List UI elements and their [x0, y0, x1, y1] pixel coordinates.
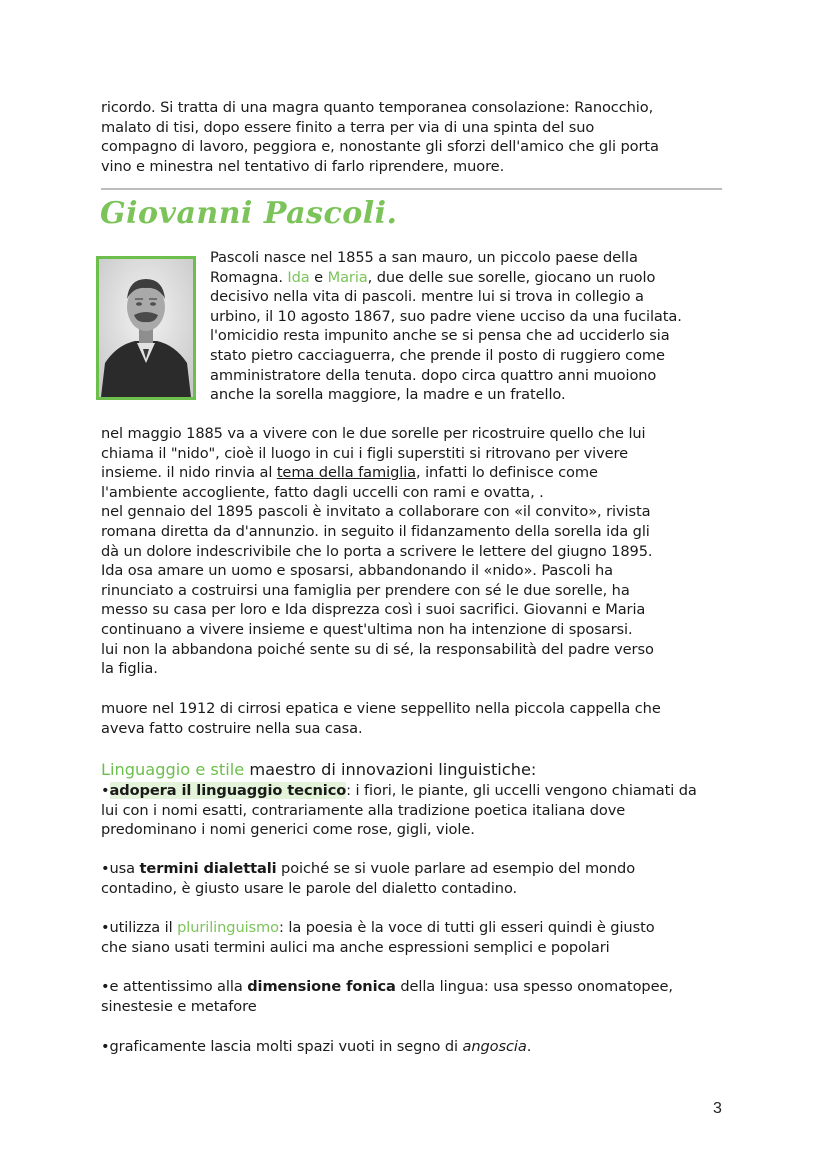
- heading-main: Linguaggio e stile: [101, 760, 245, 779]
- bold-term: dimensione fonica: [247, 978, 396, 995]
- bullet: •: [101, 782, 110, 799]
- text-line: compagno di lavoro, peggiora e, nonostante gli sforzi dell'amico che gli porta: [101, 138, 659, 156]
- text-line: l'ambiente accogliente, fatto dagli uccelli con rami e ovatta, .: [101, 483, 544, 501]
- text-line: l'omicidio resta impunito anche se si pensa che ad ucciderlo sia: [210, 327, 670, 345]
- text-line: romana diretta da d'annunzio. in seguito il fidanzamento della sorella ida gli: [101, 522, 650, 540]
- text-line: Ida osa amare un uomo e sposarsi, abbandonando il «nido». Pascoli ha: [101, 562, 613, 580]
- section-divider: [101, 188, 722, 190]
- text-line: [101, 859, 731, 879]
- language-style-heading: [101, 760, 536, 779]
- name-ida: Ida: [287, 268, 310, 286]
- text-line: [101, 781, 731, 801]
- text-segment: poiché se si vuole parlare ad esempio del mondo: [276, 860, 636, 877]
- text-line: aveva fatto costruire nella sua casa.: [101, 719, 363, 737]
- nido-paragraph: [101, 424, 731, 679]
- text-segment: •e attentissimo alla: [101, 978, 248, 995]
- text-line: decisivo nella vita di pascoli. mentre lui si trova in collegio a: [210, 288, 644, 306]
- text-line: che siano usati termini aulici ma anche espressioni semplici e popolari: [101, 938, 610, 956]
- text-line: ricordo. Si tratta di una magra quanto temporanea consolazione: Ranocchio,: [101, 99, 654, 116]
- name-maria: Maria: [327, 268, 368, 286]
- point-plurilinguism: [101, 918, 731, 957]
- text-line: nel maggio 1885 va a vivere con le due sorelle per ricostruire quello che lui: [101, 425, 646, 442]
- text-line: predominano i nomi generici come rose, gigli, viole.: [101, 821, 475, 839]
- text-line: sinestesie e metafore: [101, 997, 257, 1015]
- text-line: [210, 268, 730, 288]
- text-line: messo su casa per loro e Ida disprezza così i suoi sacrifici. Giovanni e Maria: [101, 601, 646, 619]
- text-line: nel gennaio del 1895 pascoli è invitato a collaborare con «il convito», rivista: [101, 503, 651, 521]
- text-segment: •utilizza il: [101, 919, 178, 936]
- green-term: plurilinguismo: [177, 919, 280, 936]
- text-line: [101, 977, 731, 997]
- text-line: dà un dolore indescrivibile che lo porta a scrivere le lettere del giugno 1895.: [101, 542, 653, 560]
- intro-paragraph: [101, 98, 731, 176]
- bio-paragraph: [210, 248, 730, 405]
- text-line: vino e minestra nel tentativo di farlo riprendere, muore.: [101, 157, 505, 175]
- text-line: [101, 463, 731, 483]
- text-line: stato pietro cacciaguerra, che prende il posto di ruggiero come: [210, 346, 665, 364]
- point-empty-spaces: [101, 1037, 731, 1057]
- text-segment: della lingua: usa spesso onomatopee,: [395, 978, 673, 995]
- death-paragraph: [101, 699, 731, 738]
- text-line: muore nel 1912 di cirrosi epatica e viene seppellito nella piccola cappella che: [101, 700, 661, 717]
- point-phonic-dimension: [101, 977, 731, 1016]
- text-line: chiama il "nido", cioè il luogo in cui i figli superstiti si ritrovano per vivere: [101, 444, 628, 462]
- text-line: urbino, il 10 agosto 1867, suo padre viene ucciso da una fucilata.: [210, 307, 682, 325]
- text-line: amministratore della tenuta. dopo circa quattro anni muoiono: [210, 366, 657, 384]
- heading-rest: maestro di innovazioni linguistiche:: [244, 760, 537, 779]
- text-line: [101, 918, 731, 938]
- text-segment: Romagna.: [210, 268, 288, 286]
- text-line: Pascoli nasce nel 1855 a san mauro, un piccolo paese della: [210, 249, 638, 266]
- text-segment: , due delle sue sorelle, giocano un ruolo: [367, 268, 656, 286]
- italic-term: angoscia: [462, 1038, 527, 1055]
- text-line: lui non la abbandona poiché sente su di sé, la responsabilità del padre verso: [101, 640, 654, 658]
- section-title: Giovanni Pascoli.: [100, 196, 398, 231]
- point-dialect-terms: [101, 859, 731, 898]
- text-line: la figlia.: [101, 660, 158, 678]
- text-line: contadino, è giusto usare le parole del dialetto contadino.: [101, 879, 518, 897]
- text-segment: : la poesia è la voce di tutti gli esseri quindi è giusto: [279, 919, 655, 936]
- text-segment: insieme. il nido rinvia al: [101, 464, 277, 482]
- text-line: anche la sorella maggiore, la madre e un fratello.: [210, 386, 566, 404]
- portrait-photo: [96, 256, 196, 400]
- text-segment: •usa: [101, 860, 140, 877]
- portrait-image: [99, 259, 193, 397]
- bold-term: termini dialettali: [139, 860, 277, 877]
- page-number: 3: [713, 1100, 722, 1117]
- point-technical-language: [101, 781, 731, 840]
- text-segment: .: [526, 1038, 532, 1055]
- text-line: rinunciato a costruirsi una famiglia per prendere con sé le due sorelle, ha: [101, 581, 630, 599]
- text-line: continuano a vivere insieme e quest'ultima non ha intenzione di sposarsi.: [101, 620, 633, 638]
- text-segment: e: [309, 268, 328, 286]
- text-segment: •graficamente lascia molti spazi vuoti in segno di: [101, 1038, 463, 1055]
- text-line: lui con i nomi esatti, contrariamente alla tradizione poetica italiana dove: [101, 801, 626, 819]
- text-line: [101, 1037, 731, 1057]
- highlighted-term: adopera il linguaggio tecnico: [109, 782, 347, 799]
- family-theme-link[interactable]: tema della famiglia: [276, 464, 417, 482]
- text-segment: , infatti lo definisce come: [416, 464, 598, 482]
- text-line: malato di tisi, dopo essere finito a terra per via di una spinta del suo: [101, 118, 595, 136]
- text-segment: : i fiori, le piante, gli uccelli vengono chiamati da: [346, 782, 697, 799]
